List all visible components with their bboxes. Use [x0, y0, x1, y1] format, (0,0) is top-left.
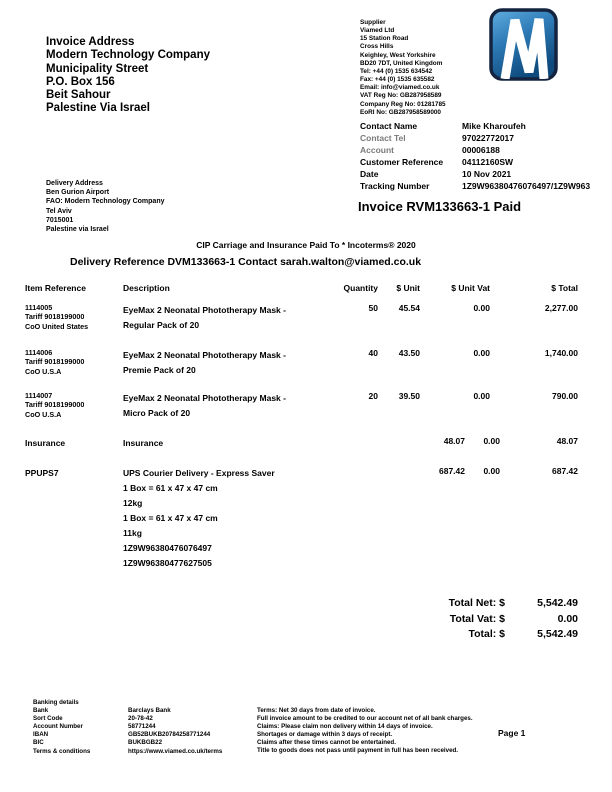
- delivery-address-heading: Delivery Address: [46, 180, 103, 187]
- iban-label: IBAN: [33, 731, 49, 739]
- terms-line: Title to goods does not pass until payment in full has been received.: [257, 747, 459, 755]
- description-line: 1 Box = 61 x 47 x 47 cm: [123, 513, 218, 523]
- terms-block: [257, 707, 537, 756]
- unit-vat-cell: 0.00: [473, 348, 490, 358]
- customer-reference-value: 04112160SW: [462, 157, 514, 167]
- sort-code-label: Sort Code: [33, 715, 63, 723]
- contact-row: [360, 132, 612, 144]
- table-row: [25, 466, 578, 571]
- contact-row: [360, 120, 612, 132]
- account-number-label: Account Number: [33, 723, 83, 731]
- contact-row: [360, 180, 612, 192]
- supplier-line: Viamed Ltd: [360, 27, 395, 35]
- description-line: EyeMax 2 Neonatal Phototherapy Mask -: [123, 305, 286, 315]
- supplier-line: Fax: +44 (0) 1535 635582: [360, 76, 435, 84]
- account-label: Account: [360, 145, 394, 155]
- total-net-row: [390, 596, 578, 612]
- supplier-line: EoRI No: GB287958589000: [360, 108, 441, 116]
- date-value: 10 Nov 2021: [462, 169, 512, 179]
- supplier-line: Tel: +44 (0) 1535 634542: [360, 67, 433, 75]
- unit-vat-cell: 0.00: [483, 466, 500, 476]
- table-row: [25, 303, 578, 348]
- description-line: 1 Box = 61 x 47 x 47 cm: [123, 483, 218, 493]
- logo-m-icon: [489, 8, 558, 81]
- unit-price-cell: 48.07: [443, 436, 465, 446]
- total-label: Total: $: [468, 628, 505, 640]
- line-total-cell: 790.00: [552, 391, 578, 401]
- description-line: 11kg: [123, 528, 142, 538]
- viamed-logo-icon: [489, 8, 558, 81]
- unit-vat-cell: 0.00: [473, 391, 490, 401]
- description-cell: [123, 303, 338, 333]
- contact-tel-value: 97022772017: [462, 133, 515, 143]
- total-net-label: Total Net: $: [448, 597, 505, 609]
- items-table: [25, 283, 578, 571]
- contact-name-label: Contact Name: [360, 121, 418, 131]
- terms-conditions-label: Terms & conditions: [33, 747, 91, 755]
- invoice-address-line: Municipality Street: [46, 62, 149, 75]
- supplier-line: BD20 7DT, United Kingdom: [360, 59, 443, 67]
- supplier-line: Keighley, West Yorkshire: [360, 51, 436, 59]
- invoice-address-block: [46, 36, 210, 116]
- invoice-address-line: Beit Sahour: [46, 89, 111, 102]
- terms-line: Claims after these times cannot be entertained.: [257, 739, 396, 747]
- contact-row: [360, 144, 612, 156]
- quantity-cell: 20: [368, 391, 378, 401]
- tracking-number-value: 1Z9W96380476076497/1Z9W963: [462, 181, 591, 191]
- description-line: Micro Pack of 20: [123, 408, 191, 418]
- bank-value: Barclays Bank: [128, 707, 171, 715]
- description-line: Premie Pack of 20: [123, 365, 196, 375]
- description-line: EyeMax 2 Neonatal Phototherapy Mask -: [123, 393, 286, 403]
- description-cell: [123, 466, 338, 571]
- description-line: EyeMax 2 Neonatal Phototherapy Mask -: [123, 350, 286, 360]
- item-ref: 1114006: [25, 348, 53, 357]
- total-row: [390, 627, 578, 643]
- item-coo: CoO U.S.A: [25, 366, 62, 376]
- item-tariff: Tariff 9018199000: [25, 400, 85, 410]
- unit-price-cell: 43.50: [398, 348, 420, 358]
- description-cell: [123, 348, 338, 378]
- delivery-address-line: Tel Aviv: [46, 207, 72, 215]
- table-row: [25, 348, 578, 391]
- terms-line: Terms: Net 30 days from date of invoice.: [257, 707, 376, 714]
- item-reference-cell: [25, 466, 123, 481]
- sort-code-value: 20-78-42: [128, 715, 153, 723]
- description-line: Regular Pack of 20: [123, 320, 200, 330]
- header-total: $ Total: [551, 283, 578, 293]
- customer-reference-label: Customer Reference: [360, 157, 444, 167]
- item-ref: 1114005: [25, 303, 53, 312]
- unit-price-cell: 687.42: [439, 466, 465, 476]
- contact-details-block: [360, 120, 612, 192]
- description-cell: [123, 436, 338, 451]
- description-line: 12kg: [123, 498, 143, 508]
- invoice-title: Invoice RVM133663-1 Paid: [358, 199, 522, 214]
- item-reference-cell: [25, 348, 123, 376]
- terms-line: Claims: Please claim non delivery within 14 days of invoice.: [257, 723, 433, 731]
- header-description: Description: [123, 283, 170, 293]
- contact-row: [360, 156, 612, 168]
- bank-label: Bank: [33, 707, 49, 715]
- item-coo: CoO United States: [25, 321, 89, 331]
- item-coo: CoO U.S.A: [25, 409, 62, 419]
- total-vat-row: [390, 612, 578, 628]
- quantity-cell: 50: [368, 303, 378, 313]
- delivery-address-line: FAO: Modern Technology Company: [46, 198, 165, 206]
- totals-block: [390, 596, 578, 643]
- quantity-cell: 40: [368, 348, 378, 358]
- item-tariff: Tariff 9018199000: [25, 312, 85, 322]
- delivery-address-line: Ben Gurion Airport: [46, 189, 110, 197]
- item-ref: Insurance: [25, 438, 66, 448]
- item-ref: PPUPS7: [25, 468, 59, 478]
- delivery-address-block: [46, 179, 164, 234]
- item-reference-cell: [25, 391, 123, 419]
- date-label: Date: [360, 169, 379, 179]
- contact-tel-label: Contact Tel: [360, 133, 406, 143]
- tracking-number-line: 1Z9W96380477627505: [123, 558, 212, 568]
- item-reference-cell: [25, 303, 123, 331]
- invoice-address-line: P.O. Box 156: [46, 75, 115, 88]
- total-vat-value: 0.00: [557, 612, 578, 625]
- account-number-value: 58771244: [128, 723, 156, 731]
- bic-label: BIC: [33, 739, 44, 747]
- total-net-value: 5,542.49: [537, 597, 578, 609]
- supplier-line: Email: info@viamed.co.uk: [360, 84, 440, 92]
- line-total-cell: 48.07: [556, 436, 578, 446]
- iban-row: [33, 731, 263, 739]
- terms-conditions-row: [33, 748, 263, 756]
- supplier-line: 15 Station Road: [360, 35, 409, 43]
- invoice-address-line: Palestine Via Israel: [46, 102, 150, 115]
- page-number: Page 1: [498, 728, 526, 738]
- incoterms-line: CIP Carriage and Insurance Paid To * Incoterms® 2020: [196, 240, 416, 250]
- bic-value: BUKBGB22: [128, 739, 163, 747]
- line-total-cell: 687.42: [552, 466, 578, 476]
- header-unit: $ Unit: [396, 283, 420, 293]
- table-header-row: [25, 283, 578, 293]
- account-value: 00006188: [462, 145, 500, 155]
- unit-vat-cell: 0.00: [483, 436, 500, 446]
- item-tariff: Tariff 9018199000: [25, 357, 85, 367]
- terms-line: Full invoice amount to be credited to our account net of all bank charges.: [257, 715, 473, 723]
- table-row: [25, 391, 578, 436]
- sort-code-row: [33, 715, 263, 723]
- delivery-address-line: 7015001: [46, 216, 74, 224]
- unit-price-cell: 39.50: [398, 391, 420, 401]
- terms-conditions-url: https://www.viamed.co.uk/terms: [128, 747, 223, 755]
- total-value: 5,542.49: [537, 628, 578, 640]
- supplier-heading: Supplier: [360, 19, 386, 26]
- supplier-line: VAT Reg No: GB287958589: [360, 92, 442, 100]
- total-vat-label: Total Vat: $: [449, 612, 505, 625]
- table-row: [25, 436, 578, 466]
- banking-details-block: [33, 699, 263, 756]
- account-number-row: [33, 723, 263, 731]
- tracking-number-label: Tracking Number: [360, 181, 430, 191]
- header-item-reference: Item Reference: [25, 283, 86, 293]
- item-reference-cell: [25, 436, 123, 451]
- terms-line: Shortages or damage within 3 days of receipt.: [257, 731, 393, 739]
- delivery-reference-line: Delivery Reference DVM133663-1 Contact sarah.walton@viamed.co.uk: [70, 256, 422, 268]
- description-line: UPS Courier Delivery - Express Saver: [123, 468, 275, 478]
- delivery-address-line: Palestine via Israel: [46, 226, 109, 234]
- invoice-address-heading: Invoice Address: [46, 36, 135, 48]
- line-total-cell: 1,740.00: [544, 348, 578, 358]
- description-line: Insurance: [123, 438, 164, 448]
- contact-name-value: Mike Kharoufeh: [462, 121, 526, 131]
- supplier-line: Cross Hills: [360, 43, 394, 51]
- description-cell: [123, 391, 338, 421]
- bank-row: [33, 707, 263, 715]
- contact-row: [360, 168, 612, 180]
- header-unit-vat: $ Unit Vat: [451, 283, 490, 293]
- supplier-block: [360, 19, 446, 117]
- unit-vat-cell: 0.00: [473, 303, 490, 313]
- tracking-number-line: 1Z9W96380476076497: [123, 543, 212, 553]
- item-ref: 1114007: [25, 391, 53, 400]
- header-quantity: Quantity: [343, 283, 378, 293]
- iban-value: GB52BUKB20784258771244: [128, 731, 211, 739]
- supplier-line: Company Reg No: 01281785: [360, 100, 446, 108]
- banking-heading: Banking details: [33, 699, 79, 706]
- bic-row: [33, 739, 263, 747]
- invoice-address-line: Modern Technology Company: [46, 49, 210, 62]
- unit-price-cell: 45.54: [398, 303, 420, 313]
- line-total-cell: 2,277.00: [544, 303, 578, 313]
